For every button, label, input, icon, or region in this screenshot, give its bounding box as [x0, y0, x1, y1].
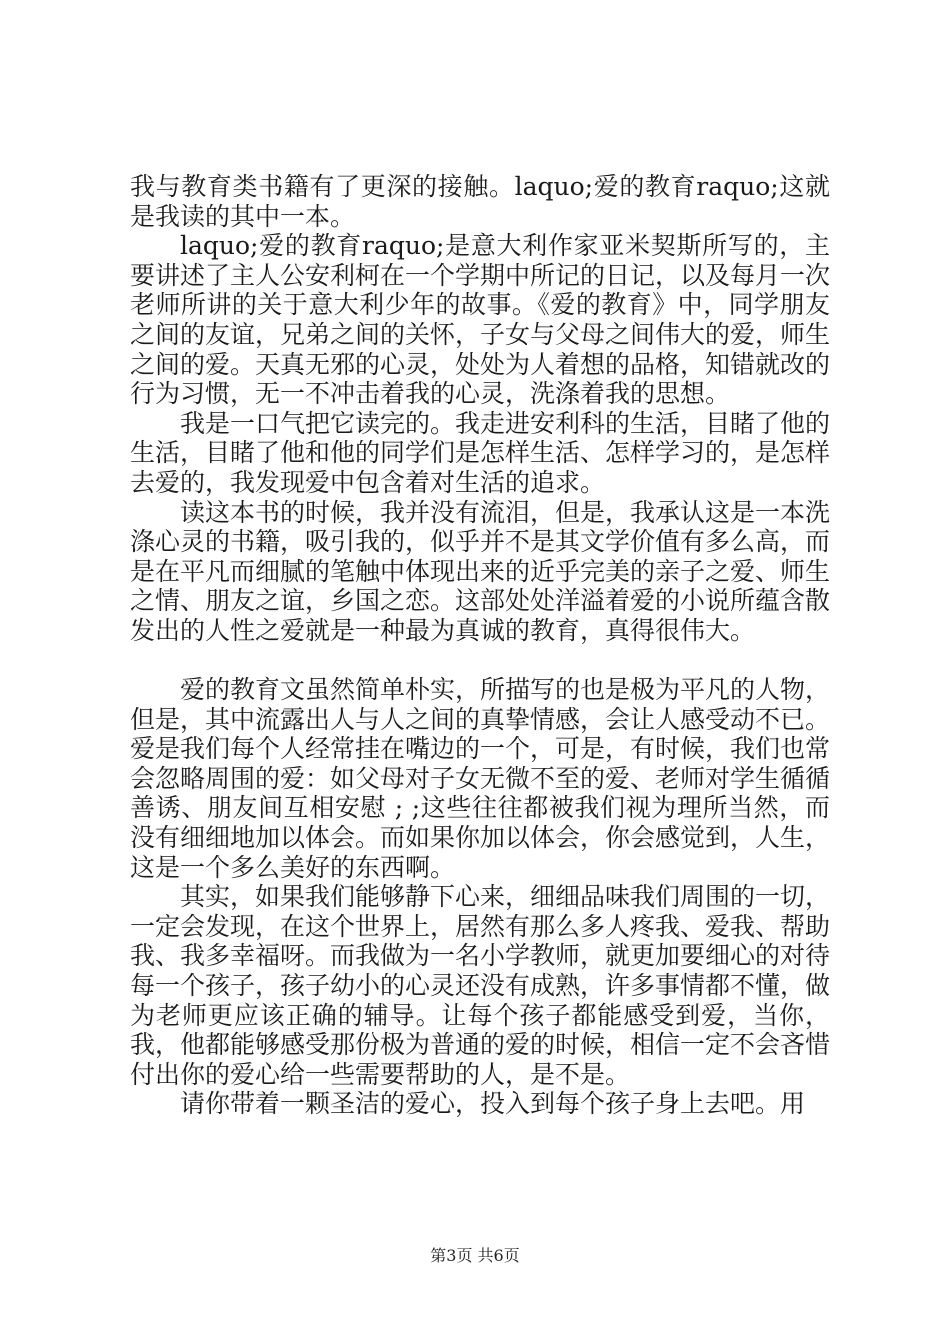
- page-footer: [0, 1246, 950, 1266]
- paragraph-reflection: 读这本书的时候，我并没有流泪，但是，我承认这是一本洗涤心灵的书籍，吸引我的，似乎并不是其文学价值有多么高，而是在平凡而细腻的笔触中体现出来的近乎完美的亲子之爱、师生之情、朋友之谊，乡国之恋。这部处处洋溢着爱的小说所蕴含散发出的人性之爱就是一种最为真诚的教育，真得很伟大。: [130, 497, 831, 645]
- page-number: 第3页 共6页: [430, 1246, 520, 1265]
- body-text: [130, 172, 830, 1119]
- paragraph-love-theme: 爱的教育文虽然简单朴实，所描写的也是极为平凡的人物，但是，其中流露出人与人之间的真挚情感，会让人感受动不已。爱是我们每个人经常挂在嘴边的一个，可是，有时候，我们也常会忽略周围的爱：如父母对子女无微不至的爱、老师对学生循循善诱、朋友间互相安慰 ; ;这些往往都被我们视为理所当然，而没有细细地加以体会。而如果你加以体会，你会感觉到，人生，这是一个多么美好的东西啊。: [130, 675, 831, 882]
- paragraph-closing: 请你带着一颗圣洁的爱心，投入到每个孩子身上去吧。用: [180, 1089, 806, 1119]
- paragraph-teacher-thoughts: 其实，如果我们能够静下心来，细细品味我们周围的一切，一定会发现，在这个世界上，居然有那么多人疼我、爱我、帮助我、我多幸福呀。而我做为一名小学教师，就更加要细心的对待每一个孩子，孩子幼小的心灵还没有成熟，许多事情都不懂，做为老师更应该正确的辅导。让每个孩子都能感受到爱，当你，我，他都能够感受那份极为普通的爱的时候，相信一定不会吝惜付出你的爱心给一些需要帮助的人，是不是。: [130, 882, 831, 1089]
- paragraph-intro: 我与教育类书籍有了更深的接触。laquo;爱的教育raquo;这就是我读的其中一本。: [130, 172, 830, 231]
- paragraph-reading-experience: 我是一口气把它读完的。我走进安利科的生活，目睹了他的生活，目睹了他和他的同学们是怎样生活、怎样学习的，是怎样去爱的，我发现爱中包含着对生活的追求。: [130, 408, 831, 497]
- paragraph-book-summary: laquo;爱的教育raquo;是意大利作家亚米契斯所写的，主要讲述了主人公安利柯在一个学期中所记的日记，以及每月一次老师所讲的关于意大利少年的故事。《爱的教育》中，同学朋友之间的友谊，兄弟之间的关怀，子女与父母之间伟大的爱，师生之间的爱。天真无邪的心灵，处处为人着想的品格，知错就改的行为习惯，无一不冲击着我的心灵，洗涤着我的思想。: [130, 231, 831, 409]
